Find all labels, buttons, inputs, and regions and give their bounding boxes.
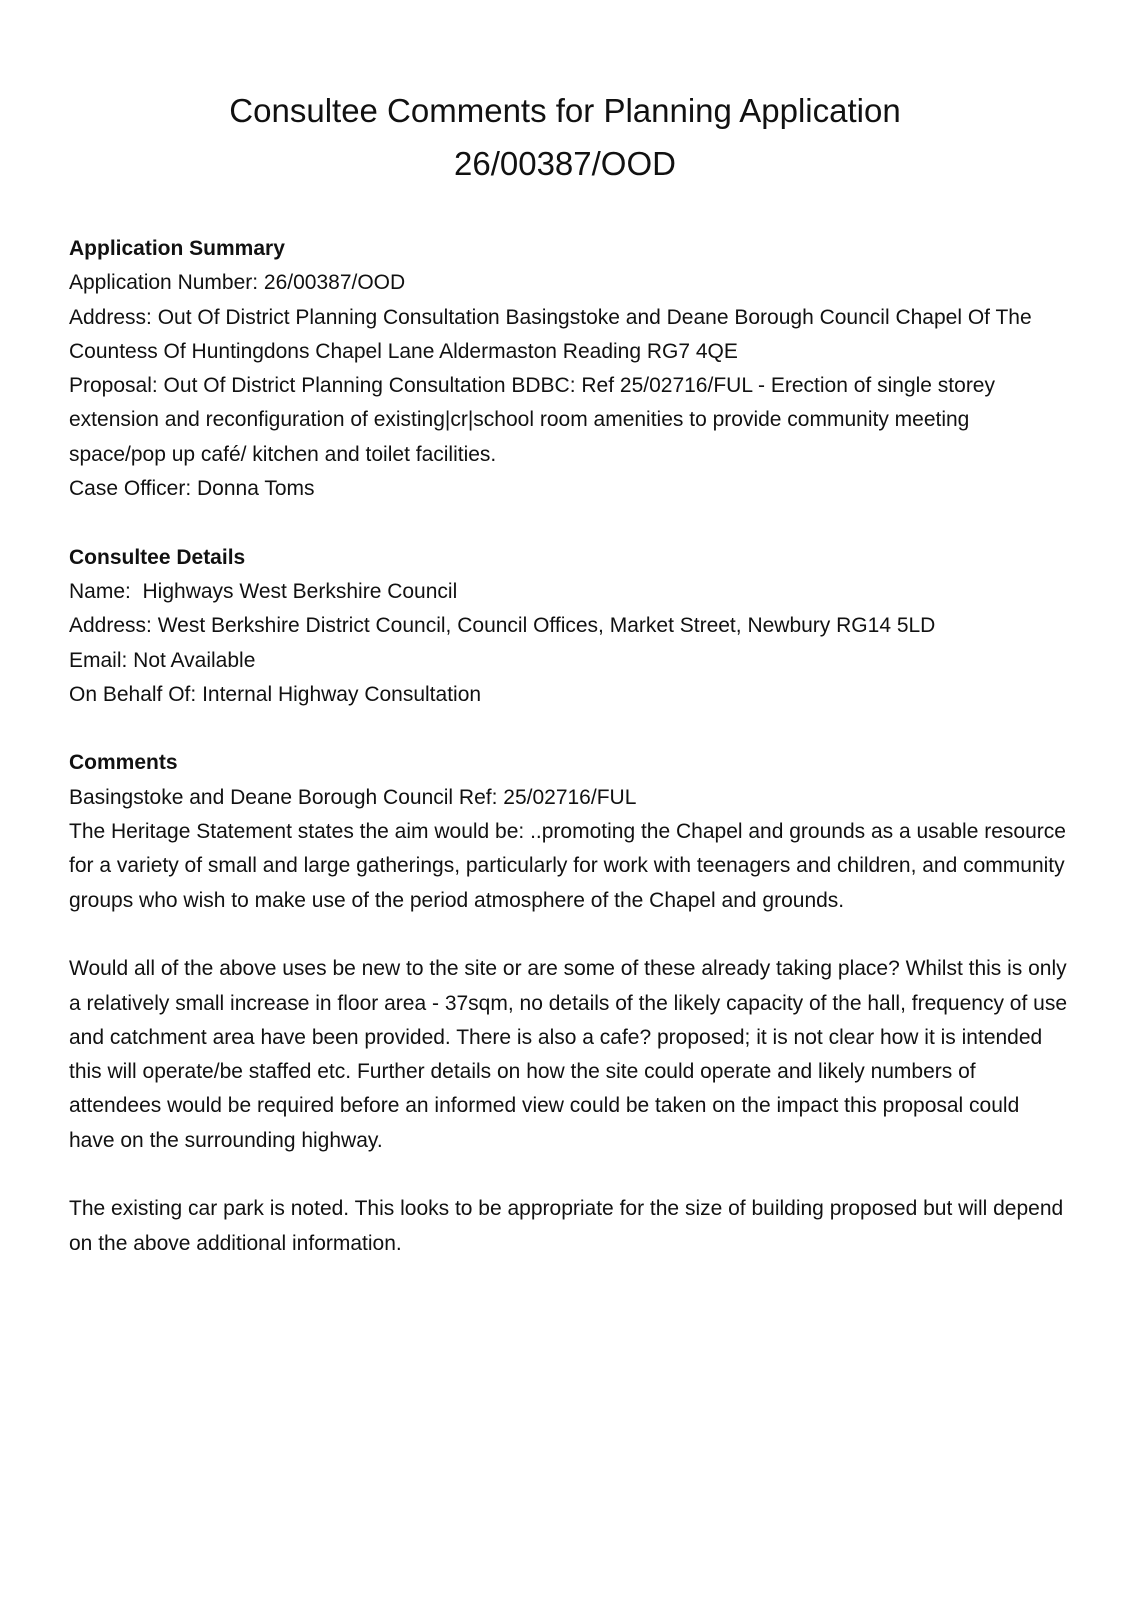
consultee-email: Email: Not Available (69, 648, 256, 672)
document-title (0, 84, 1130, 190)
comments-section (69, 746, 1069, 1260)
comments-heading: Comments (69, 751, 178, 775)
consultee-on-behalf-of: On Behalf Of: Internal Highway Consultation (69, 682, 482, 706)
application-address: Address: Out Of District Planning Consultation Basingstoke and Deane Borough Council Chapel Of The Countess Of Huntingdons Chapel Lane Aldermaston Reading RG7 4QE (69, 305, 1032, 363)
comment-paragraph-1: Basingstoke and Deane Borough Council Ref: 25/02716/FUL The Heritage Statement states the aim would be: ..promoting the Chapel and grounds as a usable resource for a variety of small and large gatherings, particularly for work with teenagers and children, and community groups who wish to make use of the period atmosphere of the Chapel and grounds. (69, 785, 1066, 912)
comment-paragraph-3: The existing car park is noted. This looks to be appropriate for the size of building proposed but will depend on the above additional information. (69, 1197, 1064, 1255)
consultee-address: Address: West Berkshire District Council, Council Offices, Market Street, Newbury RG14 5LD (69, 614, 936, 638)
consultee-details-heading: Consultee Details (69, 545, 246, 569)
document-title-line-1: Consultee Comments for Planning Application (229, 92, 901, 129)
application-summary-section (69, 232, 1069, 506)
application-number: Application Number: 26/00387/OOD (69, 271, 406, 295)
consultee-details-section (69, 541, 1069, 712)
consultee-name: Name: Highways West Berkshire Council (69, 579, 458, 603)
document-title-line-2: 26/00387/OOD (454, 145, 676, 182)
case-officer: Case Officer: Donna Toms (69, 477, 315, 501)
comment-paragraph-2: Would all of the above uses be new to the site or are some of these already taking place? Whilst this is only a relatively small increase in floor area - 37sqm, no details of the likely capacity of the hall, frequency of use and catchment area have been provided. There is also a cafe? proposed; it is not clear how it is intended this will operate/be staffed etc. Further details on how the site could operate and likely numbers of attendees would be required before an informed view could be taken on the impact this proposal could have on the surrounding highway. (69, 957, 1068, 1152)
application-summary-heading: Application Summary (69, 237, 285, 260)
application-proposal: Proposal: Out Of District Planning Consultation BDBC: Ref 25/02716/FUL - Erection of single storey extension and reconfiguration of existing|cr|school room amenities to provide community meeting space/pop up café/ kitchen and toilet facilities. (69, 374, 995, 466)
document-content (69, 232, 1069, 1261)
